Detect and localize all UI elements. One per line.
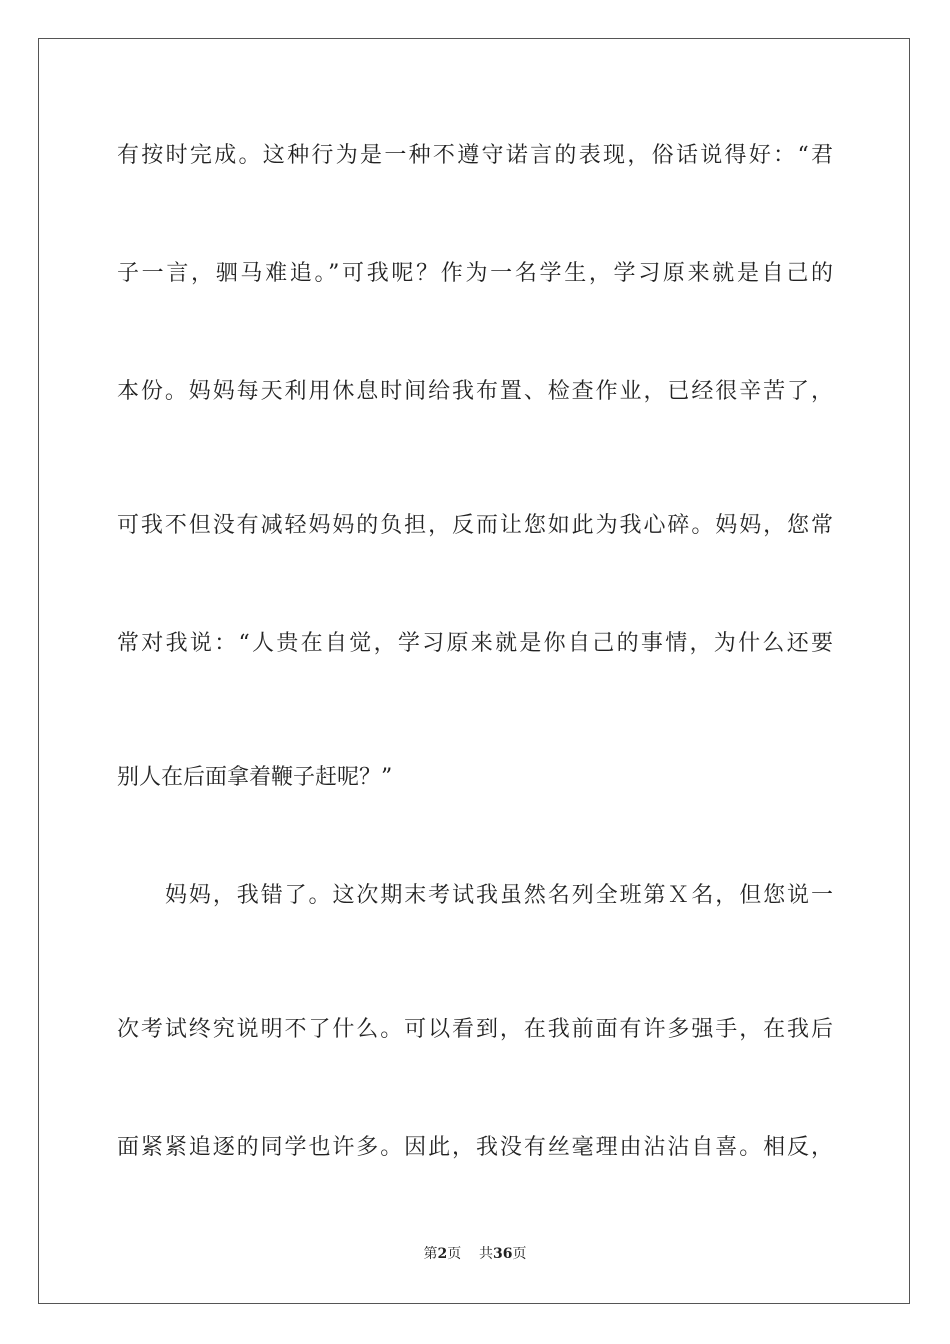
text-line: 有按时完成。这种行为是一种不遵守诺言的表现，俗话说得好：“君 [117, 143, 833, 168]
text-line: 面紧紧追逐的同学也许多。因此，我没有丝毫理由沾沾自喜。相反， [117, 1135, 833, 1160]
total-label-suffix: 页 [512, 1246, 527, 1262]
text-line: 本份。妈妈每天利用休息时间给我布置、检查作业，已经很辛苦了， [117, 379, 833, 404]
total-label-prefix: 共 [479, 1246, 494, 1262]
text-line: 别人在后面拿着鞭子赶呢？” [117, 765, 393, 790]
page-label-suffix: 页 [447, 1246, 462, 1262]
page-footer [0, 1245, 950, 1263]
text-line: 次考试终究说明不了什么。可以看到，在我前面有许多强手，在我后 [117, 1017, 833, 1042]
paragraph-first-line: 妈妈，我错了。这次期末考试我虽然名列全班第Ｘ名，但您说一 [165, 883, 833, 908]
text-line: 常对我说：“人贵在自觉，学习原来就是你自己的事情，为什么还要 [117, 631, 833, 656]
total-pages: 36 [493, 1246, 513, 1262]
page-label-prefix: 第 [423, 1246, 438, 1262]
text-line: 可我不但没有减轻妈妈的负担，反而让您如此为我心碎。妈妈，您常 [117, 513, 833, 538]
page-number: 2 [437, 1246, 448, 1262]
text-line: 子一言，驷马难追。”可我呢？作为一名学生，学习原来就是自己的 [117, 261, 833, 286]
page-border [38, 38, 910, 1304]
